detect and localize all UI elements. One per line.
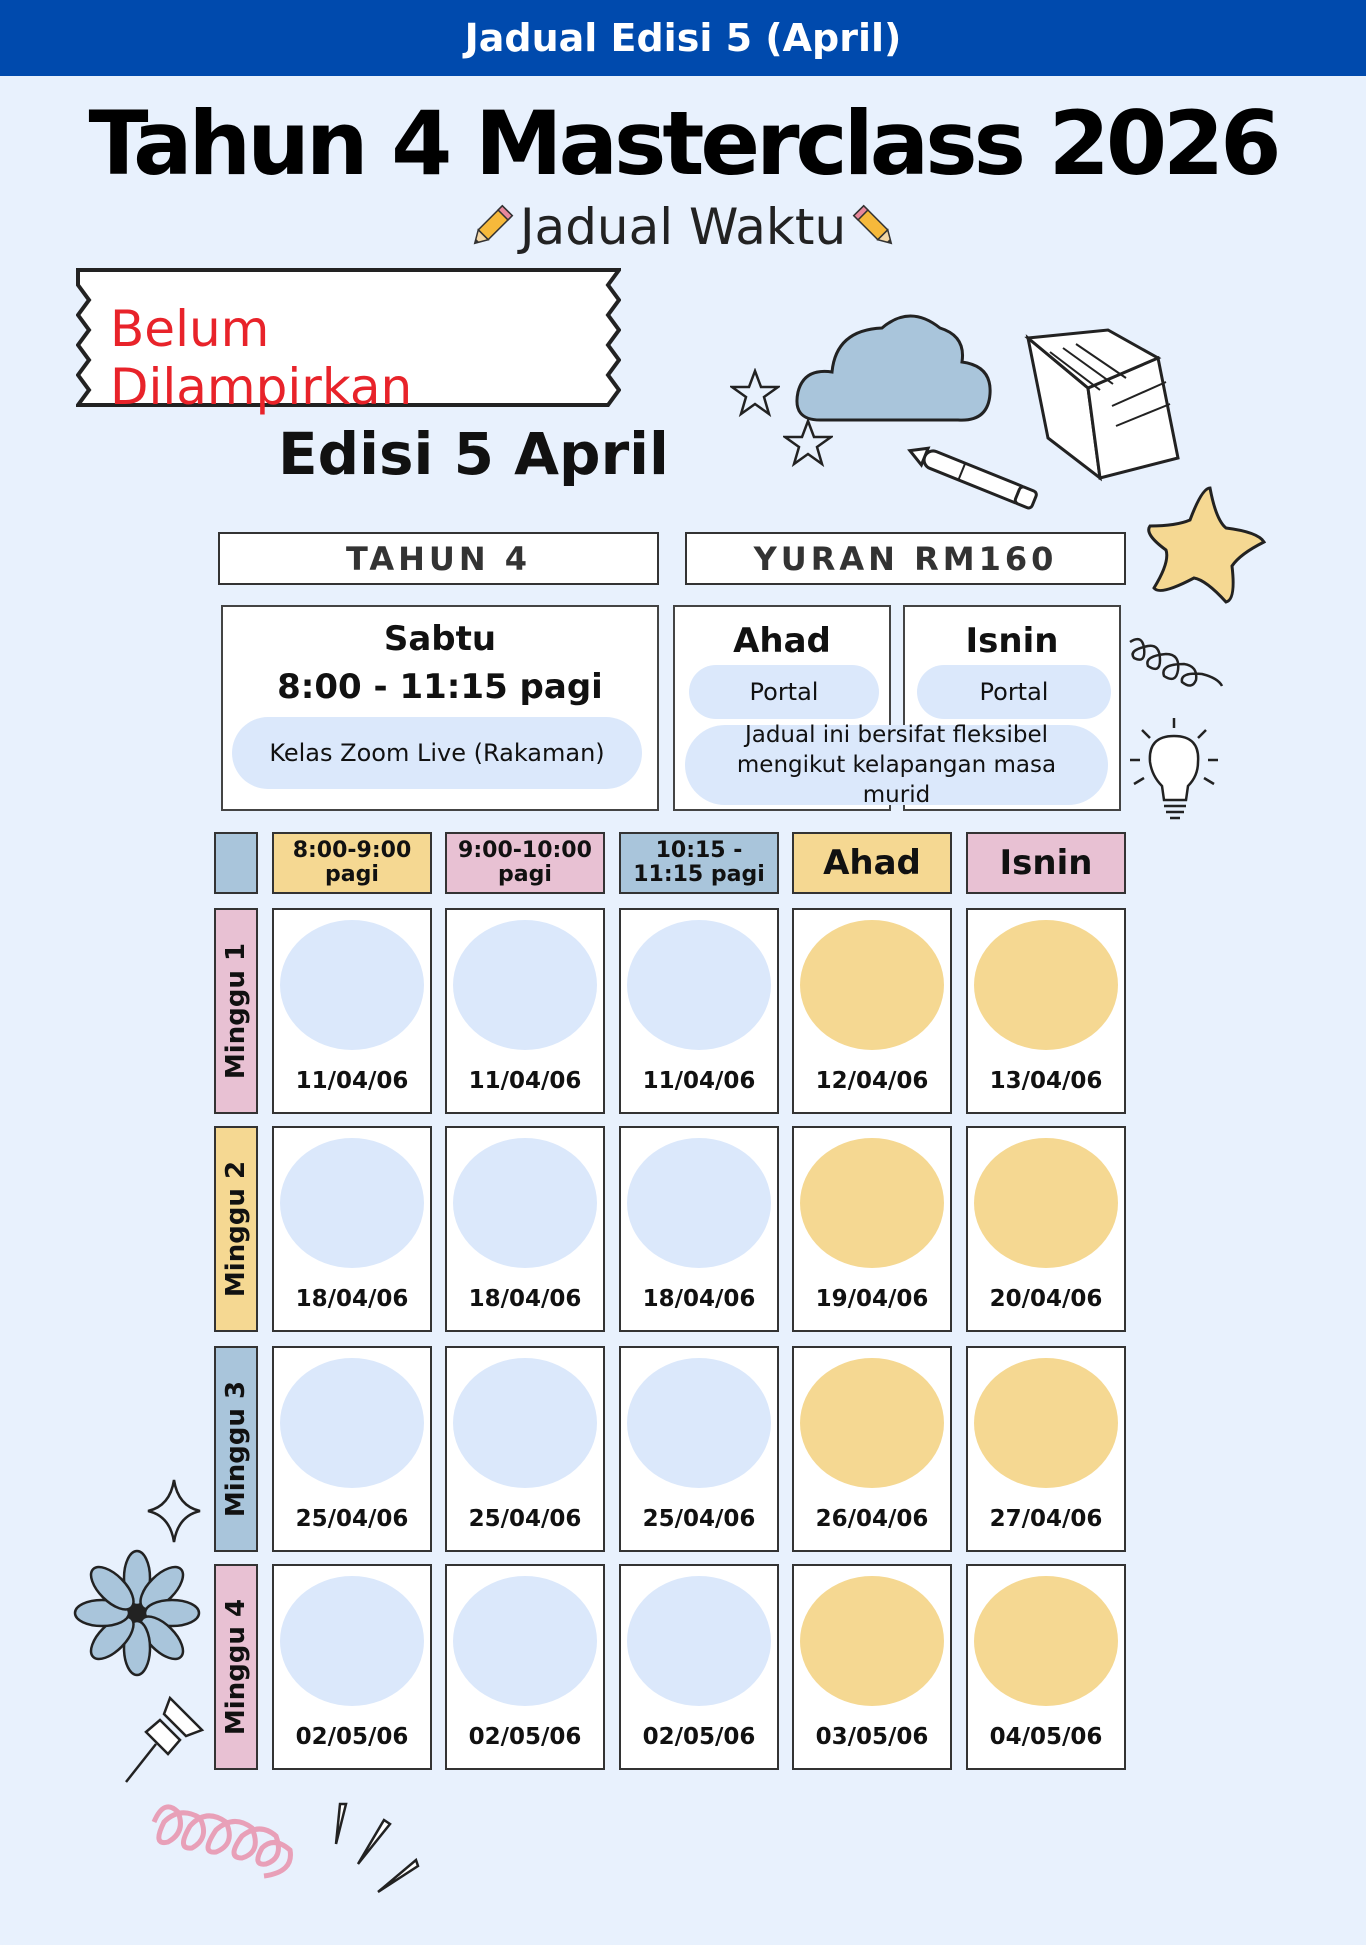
week-label bbox=[214, 1346, 258, 1552]
week-label-text: Minggu 2 bbox=[221, 1160, 252, 1298]
session-date: 11/04/06 bbox=[295, 1068, 409, 1094]
status-badge: Belum Dilampirkan bbox=[110, 300, 413, 416]
edition-label: Edisi 5 April bbox=[278, 420, 669, 488]
page-title: Tahun 4 Masterclass 2026 bbox=[88, 92, 1278, 195]
session-date: 25/04/06 bbox=[468, 1506, 582, 1532]
pushpin-icon bbox=[120, 1688, 210, 1788]
header-bar: Jadual Edisi 5 (April) bbox=[0, 0, 1366, 76]
session-date: 03/05/06 bbox=[815, 1724, 929, 1750]
flower-icon bbox=[72, 1548, 202, 1678]
column-header: Isnin bbox=[966, 832, 1126, 894]
session-date: 13/04/06 bbox=[989, 1068, 1103, 1094]
week-label-text: Minggu 1 bbox=[221, 942, 252, 1080]
session-marker bbox=[453, 920, 597, 1050]
session-marker bbox=[627, 1138, 771, 1268]
session-marker bbox=[453, 1138, 597, 1268]
schedule-cell bbox=[445, 1564, 605, 1770]
session-date: 02/05/06 bbox=[468, 1724, 582, 1750]
level-header: TAHUN 4 bbox=[218, 532, 659, 585]
column-header: 10:15 - 11:15 pagi bbox=[619, 832, 779, 894]
session-marker bbox=[453, 1358, 597, 1488]
isnin-mode: Portal bbox=[917, 665, 1111, 719]
isnin-day: Isnin bbox=[965, 621, 1059, 661]
schedule-cell bbox=[792, 1126, 952, 1332]
fee-header: YURAN RM160 bbox=[685, 532, 1126, 585]
session-marker bbox=[974, 1576, 1118, 1706]
star-icon bbox=[1140, 480, 1270, 610]
session-date: 19/04/06 bbox=[815, 1286, 929, 1312]
session-date: 11/04/06 bbox=[642, 1068, 756, 1094]
subtitle-row bbox=[0, 198, 1366, 256]
schedule-cell bbox=[619, 1346, 779, 1552]
schedule-cell bbox=[619, 1126, 779, 1332]
session-date: 18/04/06 bbox=[468, 1286, 582, 1312]
schedule-cell bbox=[619, 908, 779, 1114]
pencil-icon bbox=[850, 202, 900, 252]
column-header: 8:00-9:00 pagi bbox=[272, 832, 432, 894]
ahad-mode: Portal bbox=[689, 665, 879, 719]
sabtu-day: Sabtu bbox=[383, 619, 497, 659]
spiral-icon bbox=[1126, 632, 1226, 692]
sabtu-mode: Kelas Zoom Live (Rakaman) bbox=[232, 717, 642, 789]
session-date: 12/04/06 bbox=[815, 1068, 929, 1094]
schedule-cell bbox=[966, 908, 1126, 1114]
schedule-cell bbox=[792, 908, 952, 1114]
session-date: 04/05/06 bbox=[989, 1724, 1103, 1750]
session-marker bbox=[280, 1138, 424, 1268]
schedule-cell bbox=[272, 1126, 432, 1332]
session-date: 26/04/06 bbox=[815, 1506, 929, 1532]
session-marker bbox=[800, 1358, 944, 1488]
lightbulb-icon bbox=[1124, 714, 1224, 834]
week-label bbox=[214, 908, 258, 1114]
session-marker bbox=[627, 1576, 771, 1706]
sabtu-card bbox=[221, 605, 659, 811]
schedule-cell bbox=[272, 1564, 432, 1770]
session-marker bbox=[627, 1358, 771, 1488]
schedule-cell bbox=[445, 908, 605, 1114]
session-date: 18/04/06 bbox=[642, 1286, 756, 1312]
session-marker bbox=[453, 1576, 597, 1706]
schedule-cell bbox=[966, 1564, 1126, 1770]
session-date: 02/05/06 bbox=[642, 1724, 756, 1750]
pencil-icon bbox=[466, 202, 516, 252]
sabtu-time: 8:00 - 11:15 pagi bbox=[277, 667, 603, 707]
session-date: 02/05/06 bbox=[295, 1724, 409, 1750]
session-marker bbox=[974, 1138, 1118, 1268]
session-date: 25/04/06 bbox=[295, 1506, 409, 1532]
schedule-cell bbox=[272, 908, 432, 1114]
column-header: 9:00-10:00 pagi bbox=[445, 832, 605, 894]
session-marker bbox=[974, 920, 1118, 1050]
week-label-text: Minggu 3 bbox=[221, 1380, 252, 1518]
session-date: 27/04/06 bbox=[989, 1506, 1103, 1532]
session-marker bbox=[800, 920, 944, 1050]
ahad-day: Ahad bbox=[733, 621, 831, 661]
session-marker bbox=[800, 1138, 944, 1268]
sparkle-lines-icon bbox=[318, 1800, 428, 1910]
spiral-icon bbox=[144, 1792, 304, 1882]
flexible-note: Jadual ini bersifat fleksibel mengikut kelapangan masa murid bbox=[685, 725, 1108, 805]
session-date: 18/04/06 bbox=[295, 1286, 409, 1312]
schedule-cell bbox=[966, 1126, 1126, 1332]
star-icon bbox=[730, 368, 780, 418]
week-label bbox=[214, 1564, 258, 1770]
session-marker bbox=[800, 1576, 944, 1706]
session-date: 20/04/06 bbox=[989, 1286, 1103, 1312]
subtitle-text: Jadual Waktu bbox=[519, 198, 847, 256]
session-marker bbox=[280, 1358, 424, 1488]
schedule-cell bbox=[272, 1346, 432, 1552]
week-label-text: Minggu 4 bbox=[221, 1598, 252, 1736]
corner-cell bbox=[214, 832, 258, 894]
schedule-cell bbox=[445, 1346, 605, 1552]
session-marker bbox=[974, 1358, 1118, 1488]
schedule-cell bbox=[792, 1564, 952, 1770]
sparkle-icon bbox=[144, 1476, 204, 1546]
session-marker bbox=[280, 920, 424, 1050]
session-date: 25/04/06 bbox=[642, 1506, 756, 1532]
pen-icon bbox=[900, 440, 1060, 520]
session-marker bbox=[280, 1576, 424, 1706]
session-date: 11/04/06 bbox=[468, 1068, 582, 1094]
week-label bbox=[214, 1126, 258, 1332]
schedule-cell bbox=[792, 1346, 952, 1552]
schedule-cell bbox=[619, 1564, 779, 1770]
session-marker bbox=[627, 920, 771, 1050]
schedule-cell bbox=[966, 1346, 1126, 1552]
column-header: Ahad bbox=[792, 832, 952, 894]
cloud-icon bbox=[790, 300, 1000, 430]
schedule-cell bbox=[445, 1126, 605, 1332]
